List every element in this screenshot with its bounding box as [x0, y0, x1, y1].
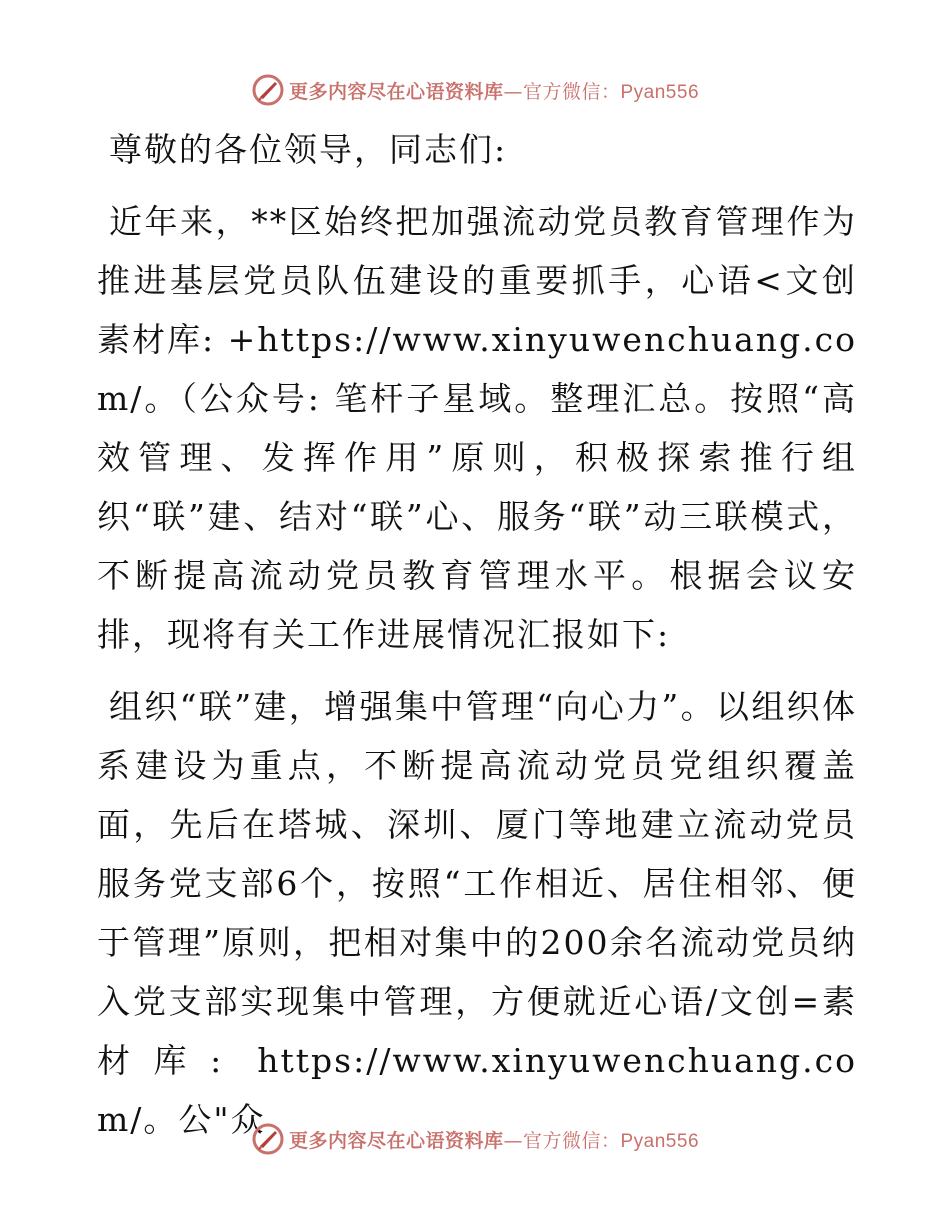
footer-banner [0, 1119, 950, 1159]
header-banner [0, 70, 950, 110]
banner-text: 更多内容尽在心语资料库—官方微信：Pyan556 [288, 80, 700, 103]
quill-circle-icon [251, 73, 285, 107]
document-body [97, 120, 857, 1149]
greeting: 尊敬的各位领导，同志们: [109, 130, 508, 169]
banner-text: 更多内容尽在心语资料库—官方微信：Pyan556 [288, 1129, 700, 1152]
quill-circle-icon [251, 1122, 285, 1156]
paragraph-1: 近年来，**区始终把加强流动党员教育管理作为推进基层党员队伍建设的重要抓手，心语<文创素材库: +https://www.xinyuwenchuang.com/。（公众号: 笔杆子星域。整理汇总。按照“高效管理、发挥作用”原则，积极探索推行组织“联”建、结对“联”心、服务“联”动三联模式，不断提高流动党员教育管理水平。根据会议安排，现将有关工作进展情况汇报如下: [97, 202, 857, 654]
paragraph-2: 组织“联”建，增强集中管理“向心力”。以组织体系建设为重点，不断提高流动党员党组织覆盖面，先后在塔城、深圳、厦门等地建立流动党员服务党支部6个，按照“工作相近、居住相邻、便于管理”原则，把相对集中的200余名流动党员纳入党支部实现集中管理，方便就近心语/文创=素材库: https://www.xinyuwenchuang.com/。公"众 [97, 687, 857, 1139]
